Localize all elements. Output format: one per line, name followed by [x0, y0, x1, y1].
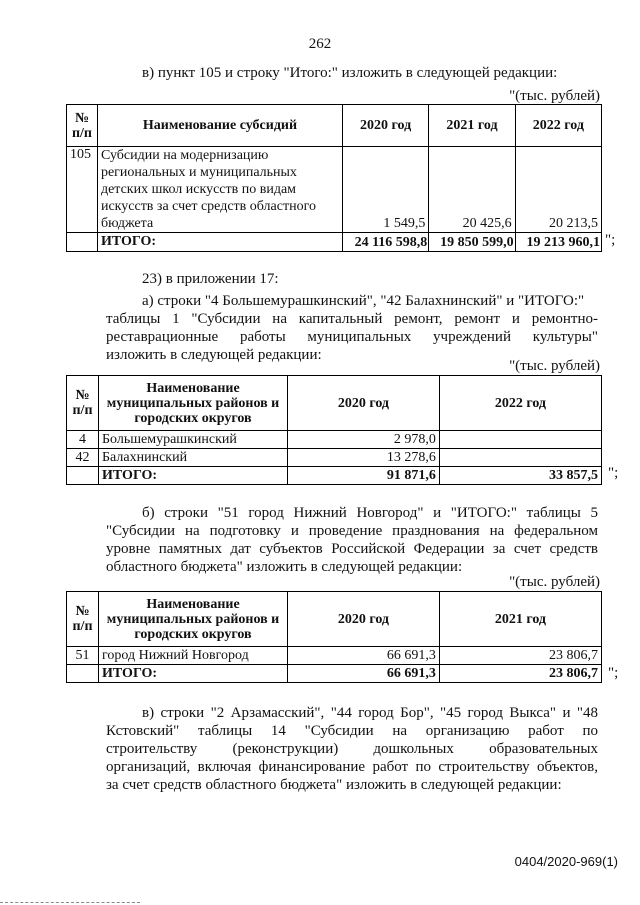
row-value-2022: 20 213,5 — [515, 147, 601, 233]
total-label: ИТОГО: — [99, 665, 288, 683]
row-value-2020: 1 549,5 — [342, 147, 428, 233]
total-value-2022: 19 213 960,1 — [515, 233, 601, 252]
culture-table — [66, 375, 602, 485]
col-name-header: Наименование муниципальных районов и городских округов — [99, 376, 288, 431]
page-number: 262 — [308, 36, 332, 52]
scan-edge-line — [0, 902, 140, 903]
total-value-2021: 19 850 599,0 — [429, 233, 515, 252]
row-name-line: Субсидии на модернизацию — [100, 148, 269, 163]
table-header-row — [67, 592, 602, 647]
closing-quote: "; — [608, 665, 619, 681]
closing-quote: "; — [605, 232, 616, 248]
row-name-line: региональных и муниципальных — [100, 165, 297, 180]
row-number: 42 — [67, 449, 99, 467]
col-2022-header: 2022 год — [439, 376, 601, 431]
row-value-2021: 20 425,6 — [429, 147, 515, 233]
col-2021-header: 2021 год — [439, 592, 601, 647]
table-row — [67, 449, 602, 467]
unit-label: "(тыс. рублей) — [509, 358, 600, 374]
row-value-2020: 2 978,0 — [288, 431, 440, 449]
paragraph-line: уровне памятных дат субъектов Российской Федерации за счет средств — [106, 541, 598, 557]
total-value-2021: 23 806,7 — [439, 665, 601, 683]
paragraph-line: строительству (реконструкции) дошкольных образовательных — [106, 741, 598, 757]
paragraph-line: таблицы 1 "Субсидии на капитальный ремонт, ремонт и ремонтно- — [106, 311, 598, 327]
unit-label: "(тыс. рублей) — [509, 574, 600, 590]
section-heading: 23) в приложении 17: — [142, 271, 279, 287]
col-2021-header: 2021 год — [429, 105, 515, 147]
table-header-row — [67, 376, 602, 431]
total-label: ИТОГО: — [97, 233, 342, 252]
total-value-2020: 91 871,6 — [288, 467, 440, 485]
total-value-2022: 33 857,5 — [439, 467, 601, 485]
document-code: 0404/2020-969(1) — [514, 854, 618, 869]
col-2022-header: 2022 год — [515, 105, 601, 147]
col-2020-header: 2020 год — [288, 376, 440, 431]
row-value-2022 — [439, 431, 601, 449]
table-row — [67, 147, 602, 233]
paragraph-line: Кстовский" таблицы 14 "Субсидии на организацию работ по — [106, 723, 598, 739]
paragraph-line: изложить в следующей редакции: — [106, 347, 322, 363]
paragraph-line: б) строки "51 город Нижний Новгород" и "ИТОГО:" таблицы 5 — [142, 505, 598, 521]
row-number: 105 — [67, 147, 98, 233]
total-row — [67, 467, 602, 485]
total-number-cell — [67, 665, 99, 683]
col-number-header: № п/п — [67, 105, 98, 147]
total-number-cell — [67, 233, 98, 252]
row-value-2020: 66 691,3 — [288, 647, 440, 665]
closing-quote: "; — [608, 465, 619, 481]
paragraph-line: а) строки "4 Большемурашкинский", "42 Балахнинский" и "ИТОГО:" — [142, 293, 585, 309]
table-header-row — [67, 105, 602, 147]
subsidy-table — [66, 104, 602, 252]
total-number-cell — [67, 467, 99, 485]
row-value-2021: 23 806,7 — [439, 647, 601, 665]
row-name: город Нижний Новгород — [99, 647, 288, 665]
col-number-header: № п/п — [67, 376, 99, 431]
col-2020-header: 2020 год — [342, 105, 428, 147]
table-row — [67, 431, 602, 449]
row-value-2020: 13 278,6 — [288, 449, 440, 467]
total-row — [67, 233, 602, 252]
paragraph-line: областного бюджета" изложить в следующей редакции: — [106, 559, 463, 575]
total-row — [67, 665, 602, 683]
col-number-header: № п/п — [67, 592, 99, 647]
paragraph-line: реставрационные работы муниципальных учреждений культуры" — [106, 329, 598, 345]
table-row — [67, 647, 602, 665]
row-name — [97, 147, 342, 233]
unit-label: "(тыс. рублей) — [509, 88, 600, 104]
total-label: ИТОГО: — [99, 467, 288, 485]
col-name-header: Наименование муниципальных районов и городских округов — [99, 592, 288, 647]
row-number: 51 — [67, 647, 99, 665]
paragraph-line: в) строки "2 Арзамасский", "44 город Бор", "45 город Выкса" и "48 — [142, 705, 598, 721]
paragraph-line: за счет средств областного бюджета" изложить в следующей редакции: — [106, 777, 562, 793]
col-name-header: Наименование субсидий — [97, 105, 342, 147]
row-number: 4 — [67, 431, 99, 449]
paragraph-line: организаций, включая финансирование работ по строительству объектов, — [106, 759, 598, 775]
col-2020-header: 2020 год — [288, 592, 440, 647]
row-name-line: детских школ искусств по видам — [100, 182, 297, 197]
paragraph-line: "Субсидии на подготовку и проведение празднования на федеральном — [106, 523, 598, 539]
total-value-2020: 24 116 598,8 — [342, 233, 428, 252]
row-name-line: искусств за счет средств областного — [100, 199, 316, 214]
row-value-2022 — [439, 449, 601, 467]
row-name: Балахнинский — [99, 449, 288, 467]
row-name: Большемурашкинский — [99, 431, 288, 449]
holidays-table — [66, 591, 602, 683]
row-name-line: бюджета — [100, 216, 154, 231]
total-value-2020: 66 691,3 — [288, 665, 440, 683]
intro-paragraph: в) пункт 105 и строку "Итого:" изложить в следующей редакции: — [142, 65, 558, 81]
